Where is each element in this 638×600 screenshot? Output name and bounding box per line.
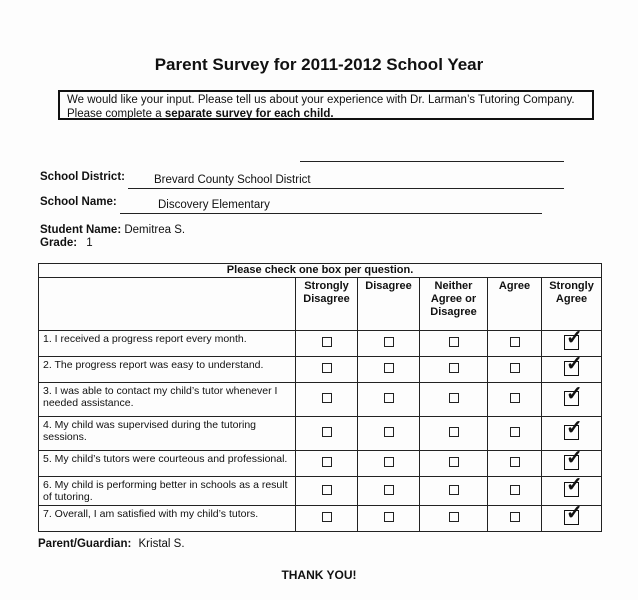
intro-line-2-text: Please complete a (67, 108, 165, 120)
checkbox[interactable] (322, 363, 332, 373)
answer-cell (488, 506, 542, 532)
school-district-label: School District: (40, 171, 125, 183)
checkmark-icon: ✓ (566, 382, 583, 405)
column-header: Agree (488, 278, 542, 331)
checked-checkbox[interactable] (564, 352, 583, 376)
checkbox[interactable] (449, 485, 459, 495)
survey-table (38, 263, 602, 532)
checked-checkbox[interactable] (564, 446, 583, 470)
checkbox[interactable] (384, 427, 394, 437)
checkbox[interactable] (384, 512, 394, 522)
answer-cell (296, 331, 358, 357)
school-name-underline (120, 213, 542, 214)
answer-cell (488, 357, 542, 383)
parent-value: Kristal S. (138, 538, 185, 550)
column-header: Strongly Disagree (296, 278, 358, 331)
checkbox[interactable] (384, 337, 394, 347)
checkbox[interactable] (510, 393, 520, 403)
school-district-value: Brevard County School District (154, 174, 311, 186)
table-row (39, 417, 602, 451)
answer-cell (296, 383, 358, 417)
answer-cell (420, 417, 488, 451)
answer-cell (542, 501, 602, 532)
checkbox[interactable] (510, 337, 520, 347)
checkbox[interactable] (510, 485, 520, 495)
checkbox[interactable] (510, 457, 520, 467)
checkbox[interactable] (384, 363, 394, 373)
checkbox[interactable] (322, 337, 332, 347)
answer-cell (488, 383, 542, 417)
answer-cell (542, 352, 602, 383)
answer-cell (296, 417, 358, 451)
answer-cell (542, 446, 602, 477)
answer-cell (420, 383, 488, 417)
answer-cell (420, 477, 488, 506)
answer-cell (420, 357, 488, 383)
column-header: Disagree (358, 278, 420, 331)
checkmark-icon: ✓ (566, 446, 583, 469)
checkbox[interactable] (510, 512, 520, 522)
intro-line-1: We would like your input. Please tell us about your experience with Dr. Larman’s Tutoring Company. (67, 94, 575, 106)
answer-cell (488, 331, 542, 357)
table-row (39, 383, 602, 417)
question-text: 5. My child’s tutors were courteous and professional. (39, 451, 296, 477)
intro-line-2 (67, 107, 585, 121)
answer-cell (296, 477, 358, 506)
thank-you: THANK YOU! (281, 568, 357, 582)
checkbox[interactable] (449, 457, 459, 467)
question-text: 1. I received a progress report every month. (39, 331, 296, 357)
checkbox[interactable] (384, 393, 394, 403)
question-column-header (39, 278, 296, 331)
checkbox[interactable] (384, 457, 394, 467)
checkbox[interactable] (449, 363, 459, 373)
checked-checkbox[interactable] (564, 416, 583, 440)
checkbox[interactable] (510, 427, 520, 437)
question-text: 2. The progress report was easy to understand. (39, 357, 296, 383)
answer-cell (358, 383, 420, 417)
answer-cell (358, 357, 420, 383)
grade-value: 1 (86, 237, 93, 249)
checkbox[interactable] (322, 485, 332, 495)
checkbox[interactable] (322, 457, 332, 467)
table-body (39, 326, 602, 532)
answer-cell (420, 506, 488, 532)
column-header: Strongly Agree (542, 278, 602, 331)
checkbox[interactable] (449, 337, 459, 347)
parent-row: Parent/Guardian: Kristal S. (38, 538, 185, 550)
table-caption: Please check one box per question. (39, 264, 602, 278)
intro-line-2-bold: separate survey for each child. (164, 108, 334, 120)
checkbox[interactable] (449, 427, 459, 437)
grade-row: Grade: 1 (40, 237, 93, 249)
answer-cell (358, 506, 420, 532)
checkmark-icon: ✓ (566, 501, 583, 524)
intro-box (58, 90, 594, 120)
answer-cell (488, 451, 542, 477)
checked-checkbox[interactable] (564, 382, 583, 406)
table-row (39, 477, 602, 506)
answer-cell (542, 417, 602, 451)
school-name-label: School Name: (40, 196, 117, 208)
answer-cell (420, 451, 488, 477)
student-name-value: Demitrea S. (124, 224, 186, 236)
checkmark-icon: ✓ (566, 474, 583, 496)
column-header: Neither Agree or Disagree (420, 278, 488, 331)
answer-cell (542, 383, 602, 417)
answer-cell (296, 357, 358, 383)
divider-line (300, 161, 564, 162)
student-name-row: Student Name: Demitrea S. (40, 224, 186, 236)
school-name-value: Discovery Elementary (158, 199, 270, 211)
answer-cell (358, 331, 420, 357)
answer-cell (358, 477, 420, 506)
answer-cell (420, 331, 488, 357)
checked-checkbox[interactable] (564, 326, 583, 350)
table-row (39, 451, 602, 477)
question-text: 6. My child is performing better in schools as a result of tutoring. (39, 477, 296, 506)
checkbox[interactable] (510, 363, 520, 373)
checkmark-icon: ✓ (566, 326, 583, 349)
answer-cell (358, 417, 420, 451)
checkbox[interactable] (322, 512, 332, 522)
question-text: 4. My child was supervised during the tutoring sessions. (39, 417, 296, 451)
checkbox[interactable] (449, 512, 459, 522)
answer-cell (358, 451, 420, 477)
checked-checkbox[interactable] (564, 501, 583, 525)
table-header-row (39, 278, 602, 331)
table-row (39, 331, 602, 357)
answer-cell (488, 417, 542, 451)
checkmark-icon: ✓ (566, 416, 583, 439)
question-text: 7. Overall, I am satisfied with my child’s tutors. (39, 506, 296, 532)
checkbox[interactable] (449, 393, 459, 403)
checkbox[interactable] (322, 427, 332, 437)
table-row (39, 506, 602, 532)
checkmark-icon: ✓ (566, 352, 583, 375)
answer-cell (296, 506, 358, 532)
table-row (39, 357, 602, 383)
answer-cell (488, 477, 542, 506)
school-district-underline (128, 188, 564, 189)
answer-cell (296, 451, 358, 477)
checkbox[interactable] (384, 485, 394, 495)
question-text: 3. I was able to contact my child’s tutor whenever I needed assistance. (39, 383, 296, 417)
checkbox[interactable] (322, 393, 332, 403)
checked-checkbox[interactable] (564, 474, 583, 497)
page-title: Parent Survey for 2011-2012 School Year (154, 55, 484, 74)
